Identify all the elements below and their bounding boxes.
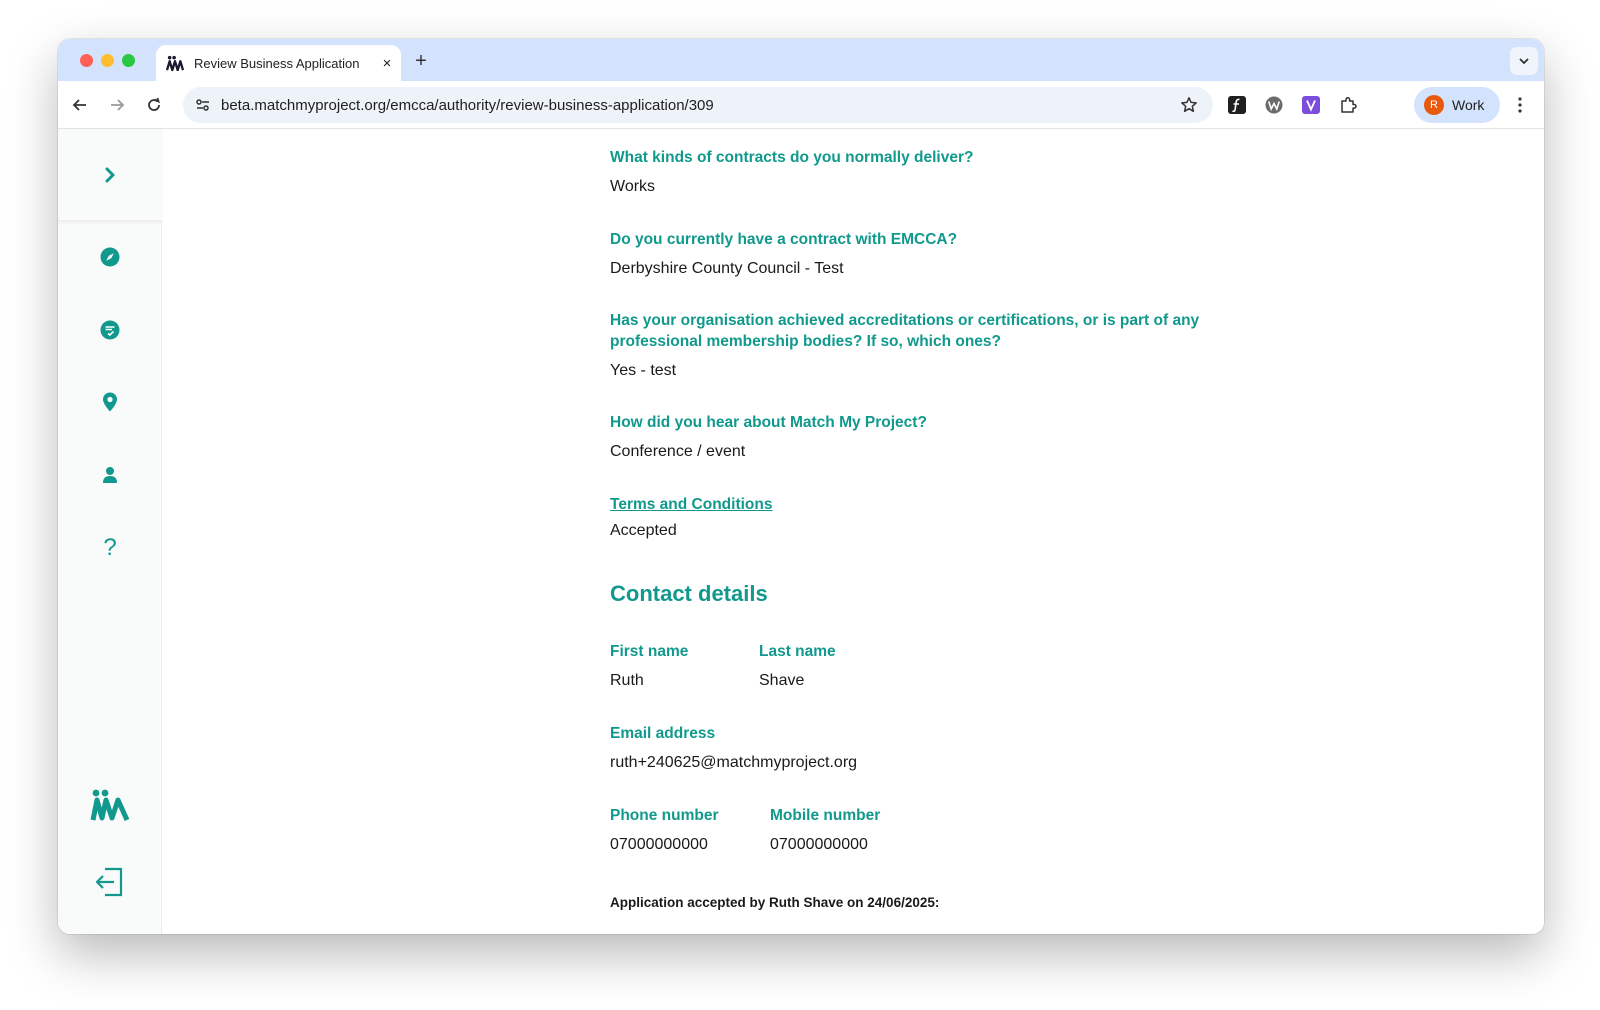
tune-icon	[195, 98, 211, 112]
arrow-left-icon	[72, 97, 88, 113]
profile-button[interactable]	[1414, 87, 1500, 123]
back-button[interactable]	[66, 91, 94, 119]
logout-icon	[95, 867, 125, 897]
sidebar-item-explore[interactable]	[96, 243, 124, 271]
extension-w-button[interactable]	[1263, 94, 1285, 116]
last-name-value: Shave	[759, 672, 805, 689]
section-title: Contact details	[610, 581, 768, 606]
tab-review-business-application[interactable]	[156, 45, 401, 81]
tab-title: Review Business Application	[194, 55, 360, 71]
field-referral-source	[610, 412, 1230, 462]
puzzle-piece-icon	[1339, 96, 1357, 114]
match-my-project-logo[interactable]	[88, 785, 132, 825]
page-content	[58, 129, 1544, 934]
field-contract-types	[610, 147, 1230, 197]
field-phone	[610, 805, 770, 855]
field-terms	[610, 494, 1230, 541]
tab-search-button[interactable]	[1510, 47, 1538, 75]
field-last-name	[759, 641, 959, 691]
extension-f-button[interactable]	[1226, 94, 1248, 116]
extension-v-button[interactable]	[1300, 94, 1322, 116]
url-text[interactable]: beta.matchmyproject.org/emcca/authority/review-business-application/309	[221, 96, 714, 114]
phone-label: Phone number	[610, 807, 719, 824]
star-icon	[1180, 96, 1198, 114]
extensions-menu-button[interactable]	[1337, 94, 1359, 116]
compass-icon	[100, 247, 120, 267]
acceptance-text: Application accepted by Ruth Shave on 24/06/2025:	[610, 895, 940, 910]
address-bar[interactable]	[183, 87, 1213, 123]
email-label: Email address	[610, 725, 716, 742]
answer-value: Works	[610, 178, 656, 195]
sidebar-expand-button[interactable]	[58, 129, 162, 221]
site-info-button[interactable]	[185, 87, 221, 123]
first-name-value: Ruth	[610, 672, 644, 689]
location-pin-icon	[102, 392, 118, 412]
window-maximize-button[interactable]	[122, 54, 135, 67]
question-label: Do you currently have a contract with EMCCA?	[610, 231, 958, 248]
question-label: What kinds of contracts do you normally deliver?	[610, 149, 974, 166]
field-first-name	[610, 641, 760, 691]
sidebar-item-account[interactable]	[96, 461, 124, 489]
browser-window	[58, 39, 1544, 934]
v-badge-icon	[1302, 96, 1320, 114]
question-label: Has your organisation achieved accreditations or certifications, or is part of any professional membership bodies? If so, which ones?	[610, 312, 1200, 350]
logout-button[interactable]	[93, 865, 127, 899]
terms-and-conditions-link[interactable]: Terms and Conditions	[610, 496, 773, 513]
tab-close-icon[interactable]: ×	[382, 54, 392, 72]
field-current-contract	[610, 229, 1230, 279]
field-email	[610, 723, 1230, 773]
site-favicon-icon	[166, 55, 184, 71]
arrow-right-icon	[109, 97, 125, 113]
window-minimize-button[interactable]	[101, 54, 114, 67]
first-name-label: First name	[610, 643, 689, 660]
contact-details-heading	[610, 581, 1230, 607]
badge-check-icon	[100, 320, 120, 340]
email-value: ruth+240625@matchmyproject.org	[610, 754, 858, 771]
script-f-icon	[1228, 96, 1246, 114]
new-tab-button[interactable]: +	[415, 50, 427, 72]
app-sidebar	[58, 129, 162, 934]
terms-status: Accepted	[610, 522, 677, 539]
chevron-down-icon	[1518, 55, 1530, 67]
reload-button[interactable]	[140, 91, 168, 119]
sidebar-item-locations[interactable]	[96, 388, 124, 416]
window-close-button[interactable]	[80, 54, 93, 67]
answer-value: Yes - test	[610, 362, 677, 379]
kebab-menu-icon	[1518, 97, 1522, 113]
reload-icon	[146, 97, 162, 113]
acceptance-note	[610, 895, 1230, 910]
answer-value: Conference / event	[610, 443, 746, 460]
logo-icon	[90, 788, 130, 822]
browser-menu-button[interactable]	[1506, 91, 1534, 119]
circle-w-icon	[1265, 96, 1283, 114]
chevron-right-icon	[103, 166, 117, 184]
avatar: R	[1424, 95, 1444, 115]
mobile-label: Mobile number	[770, 807, 881, 824]
help-question-icon[interactable]: ?	[103, 534, 117, 561]
bookmark-button[interactable]	[1171, 87, 1207, 123]
person-icon	[102, 466, 118, 484]
sidebar-item-applications[interactable]	[96, 316, 124, 344]
browser-toolbar	[58, 81, 1544, 129]
answer-value: Derbyshire County Council - Test	[610, 260, 844, 277]
application-review-panel	[162, 129, 1544, 934]
question-label: How did you hear about Match My Project?	[610, 414, 927, 431]
profile-label: Work	[1452, 97, 1485, 113]
forward-button[interactable]	[103, 91, 131, 119]
field-accreditations	[610, 310, 1220, 381]
phone-value: 07000000000	[610, 836, 708, 853]
mobile-value: 07000000000	[770, 836, 868, 853]
field-mobile	[770, 805, 970, 855]
last-name-label: Last name	[759, 643, 836, 660]
tab-bar	[58, 39, 1544, 81]
